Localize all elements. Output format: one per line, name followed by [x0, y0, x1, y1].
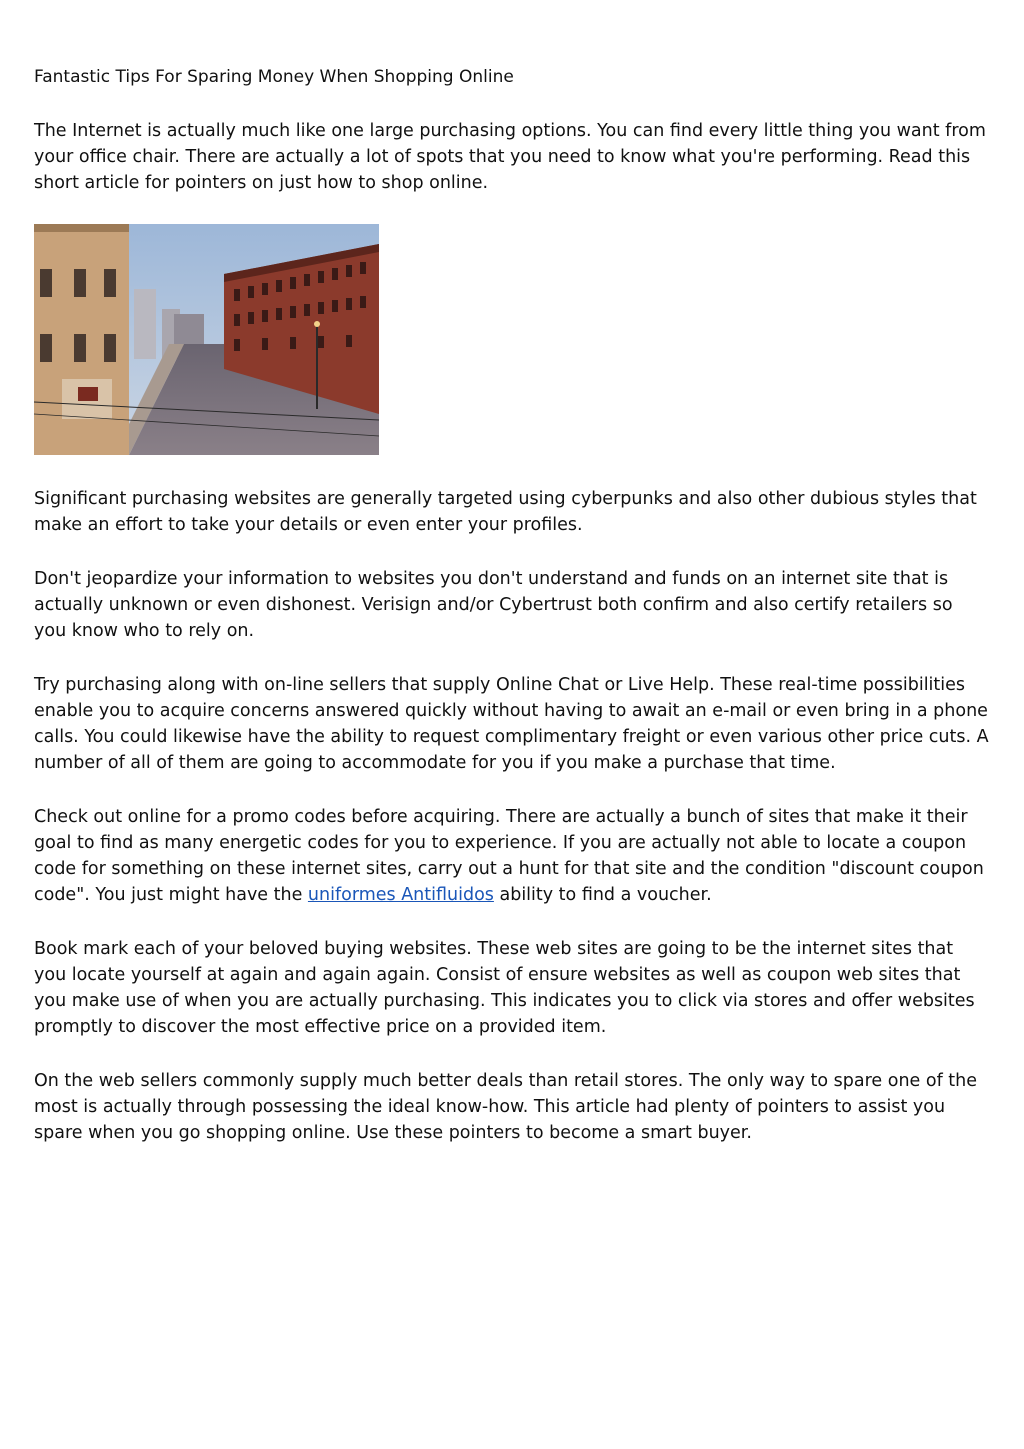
- coupon-text-after: ability to find a voucher.: [493, 885, 712, 905]
- paragraph-conclusion: On the web sellers commonly supply much better deals than retail stores. The only way to spare one of the most is actually through possessing the ideal know-how. This article had plenty of pointers to assist you spare when you go shopping online. Use these pointers to become a smart buyer.: [34, 1071, 978, 1143]
- paragraph-bookmarks: Book mark each of your beloved buying websites. These web sites are going to be the internet sites that you locate yourself at again and again again. Consist of ensure websites as well as coupon web sites that you make use of when you are actually purchasing. This indicates you to click via stores and offer websites promptly to discover the most effective price on a provided item.: [34, 939, 975, 1037]
- paragraph-coupons: [34, 804, 990, 908]
- paragraph-trust: Don't jeopardize your information to websites you don't understand and funds on an internet site that is actually unknown or even dishonest. Verisign and/or Cybertrust both confirm and also certify retailers so you know who to rely on.: [34, 569, 953, 641]
- intro-paragraph: The Internet is actually much like one large purchasing options. You can find every little thing you want from your office chair. There are actually a lot of spots that you need to know what you're performing. Read this short article for pointers on just how to shop online.: [34, 121, 986, 193]
- article-title: Fantastic Tips For Sparing Money When Shopping Online: [34, 67, 514, 87]
- paragraph-security: Significant purchasing websites are generally targeted using cyberpunks and also other dubious styles that make an effort to take your details or even enter your profiles.: [34, 489, 977, 535]
- uniformes-link[interactable]: uniformes Antifluidos: [307, 885, 494, 905]
- coupon-text-before: Check out online for a promo codes before acquiring. There are actually a bunch of sites that make it their goal to find as many energetic codes for you to experience. If you are actually not able to locate a coupon code for something on these internet sites, carry out a hunt for that site and the condition "discount coupon code". You just might have the: [34, 807, 984, 905]
- paragraph-live-help: Try purchasing along with on-line sellers that supply Online Chat or Live Help. These real-time possibilities enable you to acquire concerns answered quickly without having to await an e-mail or even bring in a phone calls. You could likewise have the ability to request complimentary freight or even various other price cuts. A number of all of them are going to accommodate for you if you make a purchase that time.: [34, 675, 989, 773]
- street-photo: [34, 224, 379, 455]
